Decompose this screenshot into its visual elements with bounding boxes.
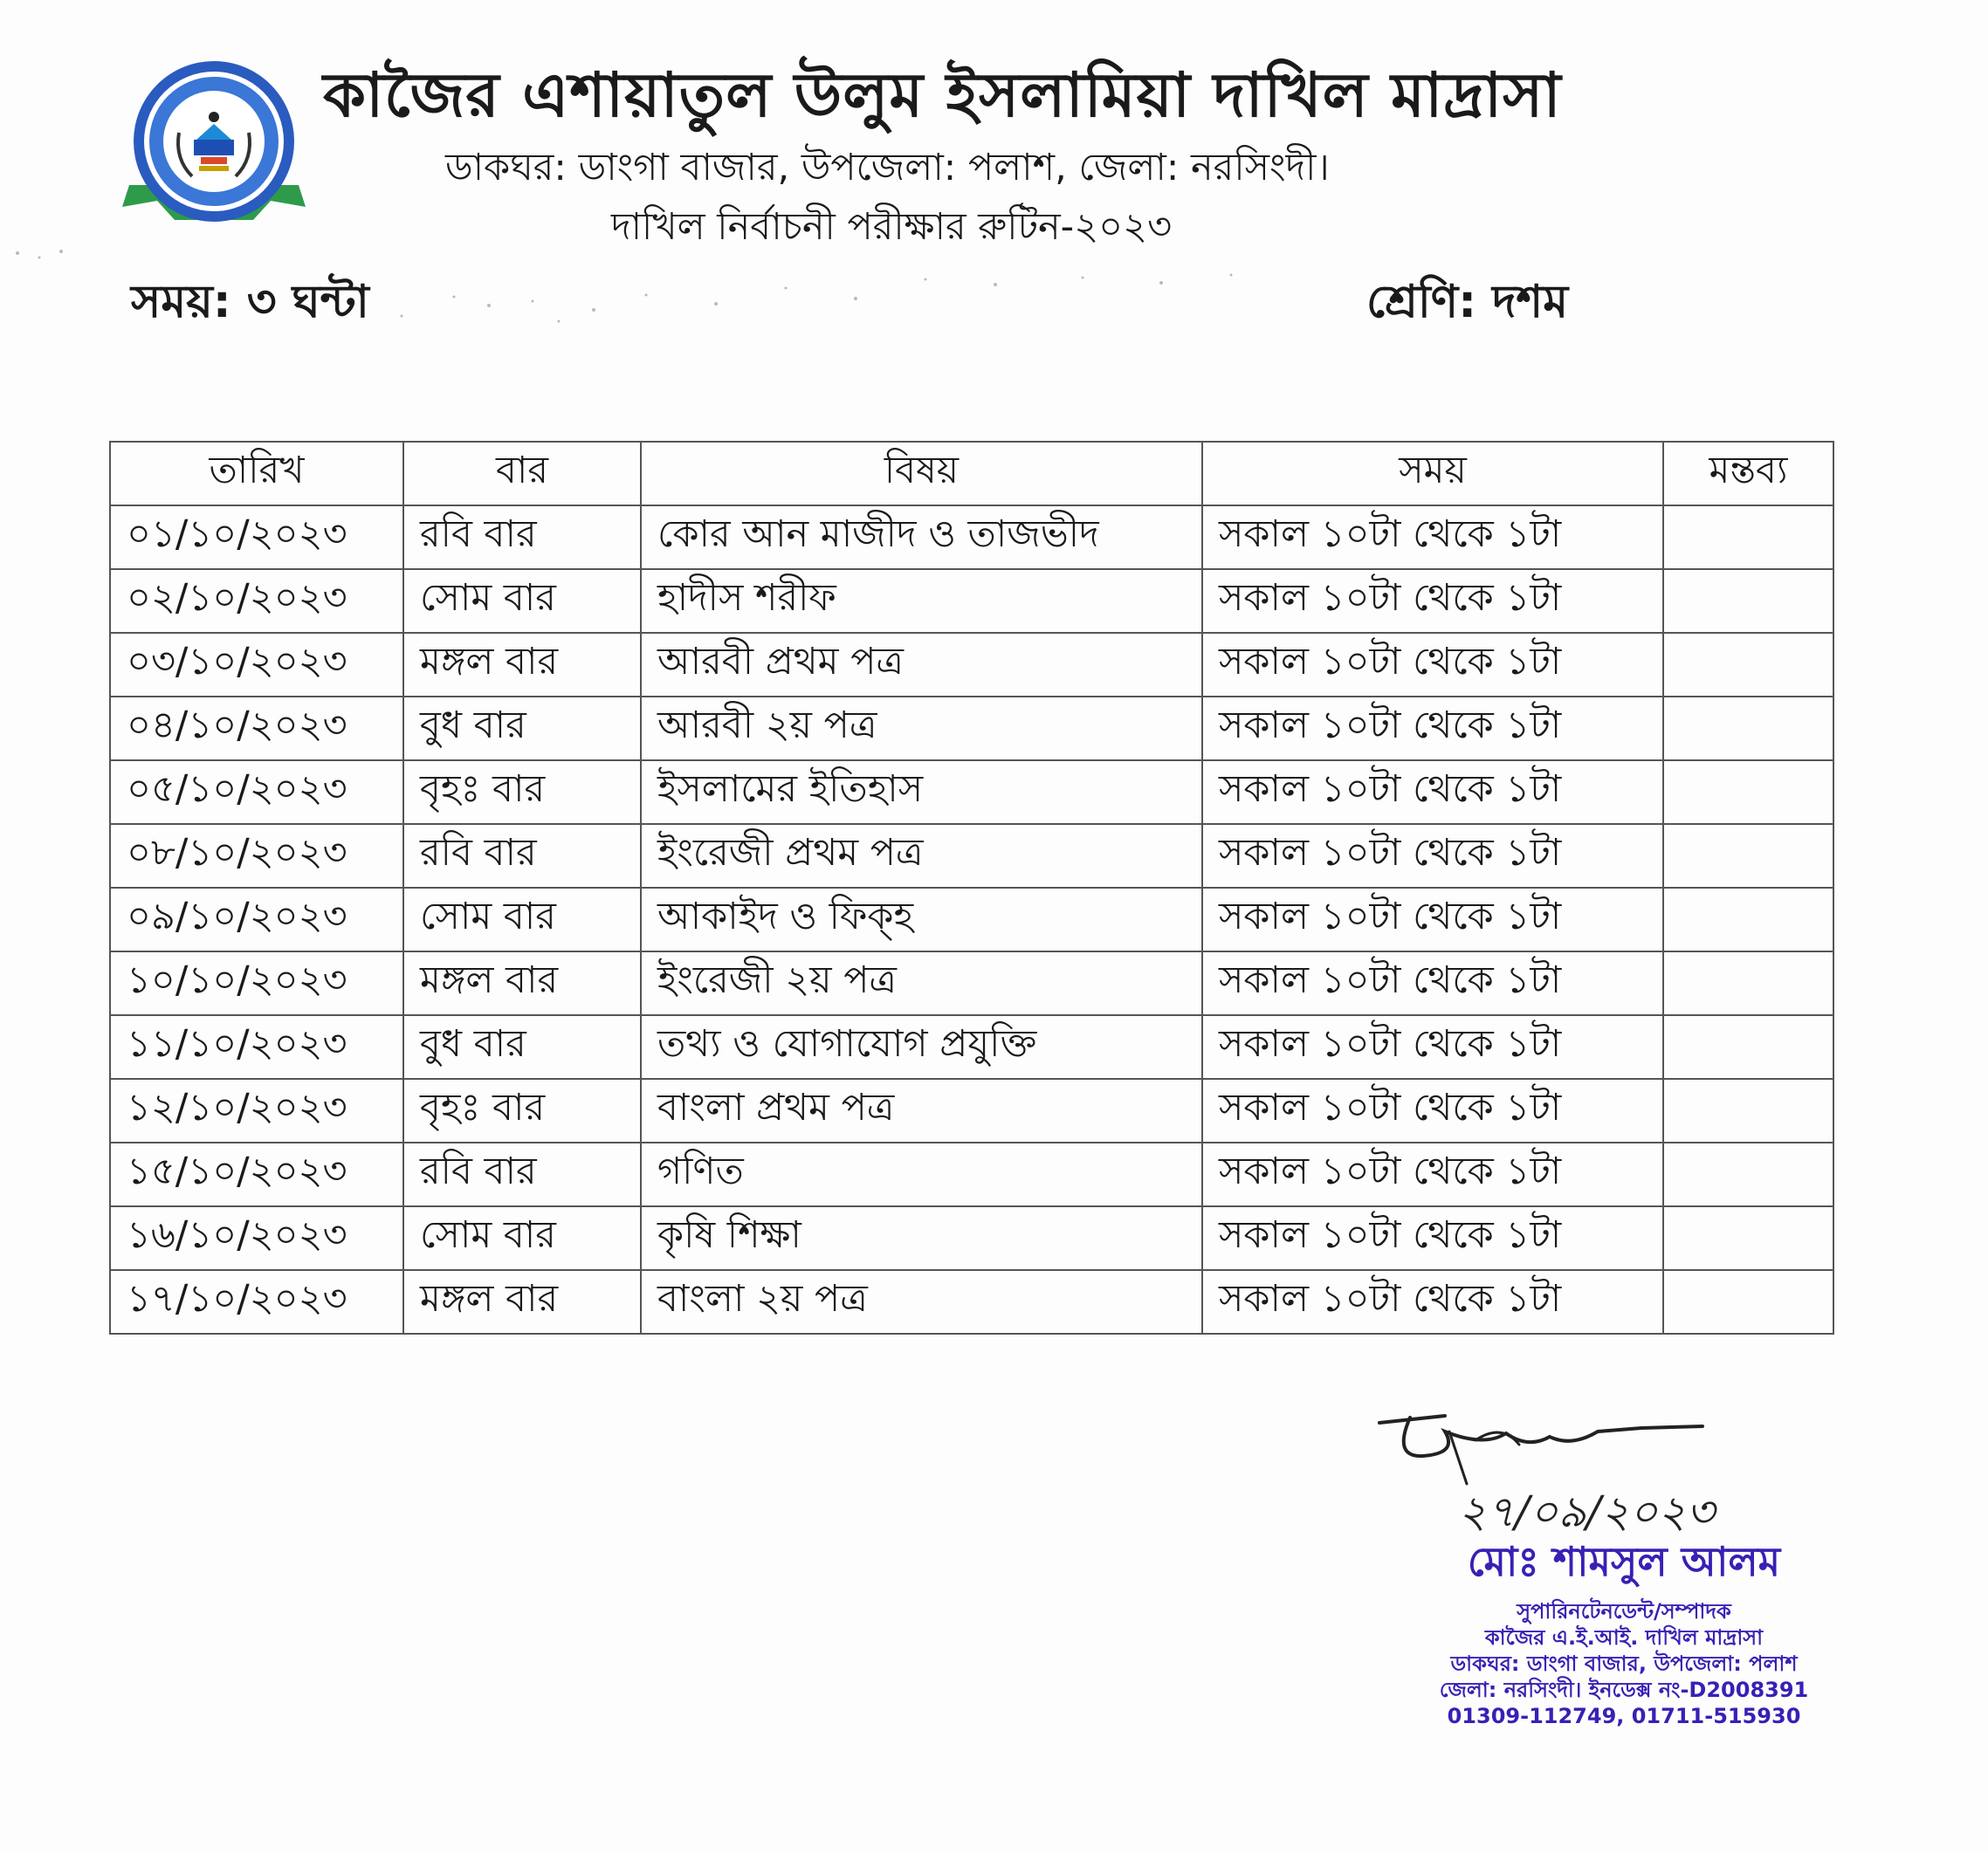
cell-day: রবি বার xyxy=(403,824,641,888)
cell-subject: গণিত xyxy=(641,1143,1202,1206)
table-row xyxy=(110,633,1833,697)
header-day: বার xyxy=(403,442,641,505)
madrasa-emblem-icon xyxy=(122,54,306,237)
cell-time: সকাল ১০টা থেকে ১টা xyxy=(1202,760,1663,824)
cell-date: ১০/১০/২০২৩ xyxy=(110,951,403,1015)
routine-subtitle: দাখিল নির্বাচনী পরীক্ষার রুটিন-২০২৩ xyxy=(611,205,1173,249)
cell-date: ০৫/১০/২০২৩ xyxy=(110,760,403,824)
table-header-row xyxy=(110,442,1833,505)
stamp-district: জেলা: নরসিংদী। ইনডেক্স নং-D2008391 xyxy=(1439,1678,1809,1702)
cell-day: রবি বার xyxy=(403,505,641,569)
cell-date: ১১/১০/২০২৩ xyxy=(110,1015,403,1079)
cell-date: ০২/১০/২০২৩ xyxy=(110,569,403,633)
cell-date: ০৯/১০/২০২৩ xyxy=(110,888,403,951)
cell-remark xyxy=(1663,1015,1833,1079)
table-row xyxy=(110,1143,1833,1206)
cell-remark xyxy=(1663,1079,1833,1143)
cell-time: সকাল ১০টা থেকে ১টা xyxy=(1202,1206,1663,1270)
cell-subject: ইংরেজী ২য় পত্র xyxy=(641,951,1202,1015)
cell-day: সোম বার xyxy=(403,569,641,633)
official-stamp xyxy=(1397,1532,1851,1729)
cell-remark xyxy=(1663,569,1833,633)
cell-subject: কৃষি শিক্ষা xyxy=(641,1206,1202,1270)
cell-date: ১২/১০/২০২৩ xyxy=(110,1079,403,1143)
table-row xyxy=(110,697,1833,760)
cell-day: বুধ বার xyxy=(403,1015,641,1079)
cell-remark xyxy=(1663,1206,1833,1270)
cell-day: বুধ বার xyxy=(403,697,641,760)
table-row xyxy=(110,1015,1833,1079)
cell-remark xyxy=(1663,951,1833,1015)
class-label: শ্রেণি: দশম xyxy=(1366,276,1569,328)
cell-day: সোম বার xyxy=(403,888,641,951)
header-remark: মন্তব্য xyxy=(1663,442,1833,505)
exam-duration: সময়: ৩ ঘন্টা xyxy=(131,276,369,328)
cell-date: ০১/১০/২০২৩ xyxy=(110,505,403,569)
cell-subject: আরবী প্রথম পত্র xyxy=(641,633,1202,697)
stamp-phone: 01309-112749, 01711-515930 xyxy=(1447,1704,1801,1728)
stamp-institution: কাজৈর এ.ই.আই. দাখিল মাদ্রাসা xyxy=(1484,1625,1764,1650)
cell-date: ০৪/১০/২০২৩ xyxy=(110,697,403,760)
cell-remark xyxy=(1663,633,1833,697)
cell-time: সকাল ১০টা থেকে ১টা xyxy=(1202,1079,1663,1143)
signature-date: ২৭/০৯/২০২৩ xyxy=(1458,1487,1715,1537)
cell-remark xyxy=(1663,1270,1833,1334)
table-row xyxy=(110,505,1833,569)
institution-title: কাজৈর এশায়াতুল উলুম ইসলামিয়া দাখিল মাদ্রাসা xyxy=(323,59,1562,131)
cell-subject: ইংরেজী প্রথম পত্র xyxy=(641,824,1202,888)
cell-time: সকাল ১০টা থেকে ১টা xyxy=(1202,505,1663,569)
stamp-address: ডাকঘর: ডাংগা বাজার, উপজেলা: পলাশ xyxy=(1450,1651,1798,1676)
cell-remark xyxy=(1663,505,1833,569)
cell-subject: আরবী ২য় পত্র xyxy=(641,697,1202,760)
table-row xyxy=(110,888,1833,951)
cell-date: ০৩/১০/২০২৩ xyxy=(110,633,403,697)
cell-subject: কোর আন মাজীদ ও তাজভীদ xyxy=(641,505,1202,569)
table-row xyxy=(110,1270,1833,1334)
cell-remark xyxy=(1663,760,1833,824)
cell-time: সকাল ১০টা থেকে ১টা xyxy=(1202,888,1663,951)
cell-subject: তথ্য ও যোগাযোগ প্রযুক্তি xyxy=(641,1015,1202,1079)
cell-time: সকাল ১০টা থেকে ১টা xyxy=(1202,824,1663,888)
cell-time: সকাল ১০টা থেকে ১টা xyxy=(1202,1015,1663,1079)
cell-day: সোম বার xyxy=(403,1206,641,1270)
cell-subject: হাদীস শরীফ xyxy=(641,569,1202,633)
cell-subject: ইসলামের ইতিহাস xyxy=(641,760,1202,824)
table-row xyxy=(110,569,1833,633)
cell-time: সকাল ১০টা থেকে ১টা xyxy=(1202,697,1663,760)
cell-subject: বাংলা প্রথম পত্র xyxy=(641,1079,1202,1143)
cell-remark xyxy=(1663,697,1833,760)
cell-day: বৃহঃ বার xyxy=(403,760,641,824)
stamp-name: মোঃ শামসুল আলম xyxy=(1467,1538,1781,1585)
stamp-designation: সুপারিনটেনডেন্ট/সম্পাদক xyxy=(1517,1599,1731,1624)
table-row xyxy=(110,824,1833,888)
cell-time: সকাল ১০টা থেকে ১টা xyxy=(1202,951,1663,1015)
cell-day: রবি বার xyxy=(403,1143,641,1206)
cell-day: মঙ্গল বার xyxy=(403,1270,641,1334)
institution-address: ডাকঘর: ডাংগা বাজার, উপজেলা: পলাশ, জেলা: নরসিংদী। xyxy=(445,146,1330,189)
cell-day: মঙ্গল বার xyxy=(403,633,641,697)
header-time: সময় xyxy=(1202,442,1663,505)
header-date: তারিখ xyxy=(110,442,403,505)
cell-date: ১৬/১০/২০২৩ xyxy=(110,1206,403,1270)
exam-routine-table xyxy=(109,441,1834,1335)
table-row xyxy=(110,951,1833,1015)
cell-time: সকাল ১০টা থেকে ১টা xyxy=(1202,633,1663,697)
cell-subject: বাংলা ২য় পত্র xyxy=(641,1270,1202,1334)
cell-subject: আকাইদ ও ফিক্‌হ xyxy=(641,888,1202,951)
cell-time: সকাল ১০টা থেকে ১টা xyxy=(1202,1143,1663,1206)
cell-day: বৃহঃ বার xyxy=(403,1079,641,1143)
cell-time: সকাল ১০টা থেকে ১টা xyxy=(1202,569,1663,633)
cell-date: ১৭/১০/২০২৩ xyxy=(110,1270,403,1334)
table-row xyxy=(110,1079,1833,1143)
header-subject: বিষয় xyxy=(641,442,1202,505)
cell-time: সকাল ১০টা থেকে ১টা xyxy=(1202,1270,1663,1334)
cell-date: ১৫/১০/২০২৩ xyxy=(110,1143,403,1206)
cell-day: মঙ্গল বার xyxy=(403,951,641,1015)
cell-remark xyxy=(1663,888,1833,951)
cell-remark xyxy=(1663,824,1833,888)
cell-date: ০৮/১০/২০২৩ xyxy=(110,824,403,888)
cell-remark xyxy=(1663,1143,1833,1206)
table-row xyxy=(110,1206,1833,1270)
table-row xyxy=(110,760,1833,824)
